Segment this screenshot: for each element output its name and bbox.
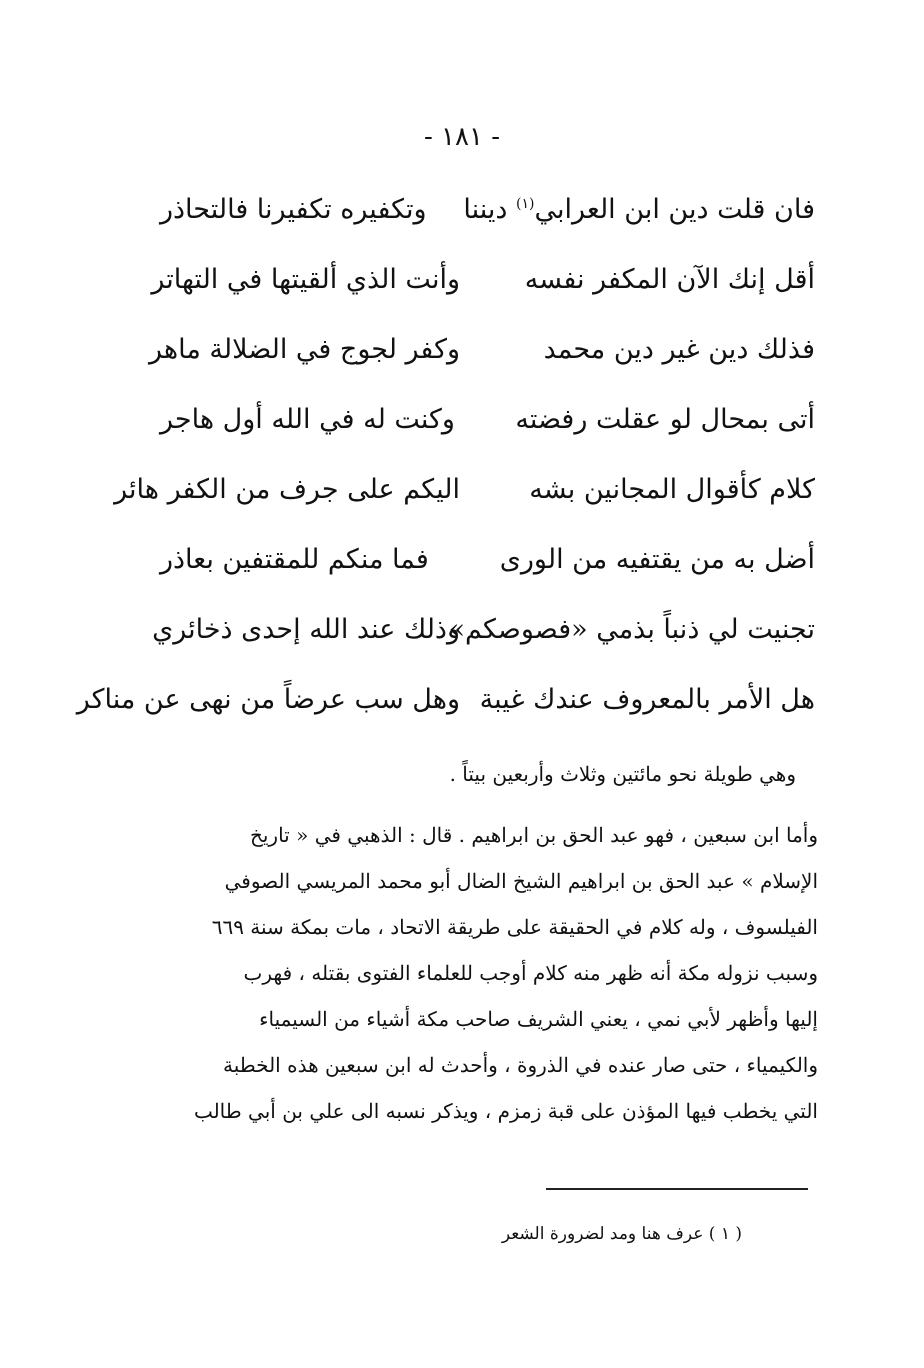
verse-first-hemistich: أقل إنك الآن المكفر نفسه — [524, 264, 815, 295]
verse — [76, 678, 815, 748]
prose-line: والكيمياء ، حتى صار عنده في الذروة ، وأحدث له ابن سبعين هذه الخطبة — [223, 1053, 818, 1077]
verse-second-hemistich: وكنت له في الله أول هاجر — [160, 404, 455, 435]
verse-second-hemistich: فما منكم للمقتفين بعاذر — [160, 544, 429, 575]
verse-second-hemistich: اليكم على جرف من الكفر هائر — [114, 474, 460, 505]
prose-paragraph — [178, 812, 818, 1134]
verse-second-hemistich: وتكفيره تكفيرنا فالتحاذر — [160, 194, 427, 225]
verse-first-hemistich: هل الأمر بالمعروف عندك غيبة — [479, 684, 815, 715]
verse — [160, 398, 815, 468]
prose-line: وسبب نزوله مكة أنه ظهر منه كلام أوجب للعلماء الفتوى بقتله ، فهرب — [243, 961, 818, 985]
poem — [76, 188, 815, 748]
verse-second-hemistich: وذلك عند الله إحدى ذخائري — [152, 614, 460, 645]
verse — [114, 468, 815, 538]
verse-second-hemistich: وأنت الذي ألقيتها في التهاتر — [151, 264, 460, 295]
prose-line: التي يخطب فيها المؤذن على قبة زمزم ، ويذكر نسبه الى علي بن أبي طالب — [193, 1099, 818, 1123]
verse — [160, 538, 815, 608]
verse-first-hemistich: أتى بمحال لو عقلت رفضته — [515, 404, 815, 435]
footnote-mark: (١) — [516, 196, 535, 212]
verse — [152, 608, 815, 678]
verse-first-hemistich: كلام كأقوال المجانين بشه — [529, 474, 815, 505]
poem-length-note: وهي طويلة نحو مائتين وثلاث وأربعين بيتاً . — [449, 762, 796, 786]
verse-first-hemistich — [463, 194, 815, 225]
verse-second-hemistich: وهل سب عرضاً من نهى عن مناكر — [76, 684, 460, 715]
footnote-divider — [546, 1188, 808, 1190]
verse — [151, 258, 815, 328]
verse-first-hemistich: فذلك دين غير دين محمد — [543, 334, 815, 365]
footnote: ( ١ ) عرف هنا ومد لضرورة الشعر — [501, 1224, 742, 1244]
prose-line: وأما ابن سبعين ، فهو عبد الحق بن ابراهيم . قال : الذهبي في « تاريخ — [249, 823, 818, 847]
prose-line: الإسلام » عبد الحق بن ابراهيم الشيخ الضال أبو محمد المريسي الصوفي — [224, 869, 818, 893]
hemistich-tail: ديننا — [463, 194, 517, 225]
verse-first-hemistich: أضل به من يقتفيه من الورى — [499, 544, 815, 575]
hemistich-text: فان قلت دين ابن العرابي — [534, 194, 815, 225]
verse — [160, 188, 815, 258]
page-number: - ١٨١ - — [423, 122, 501, 152]
verse-first-hemistich: تجنيت لي ذنباً بذمي «فصوصكم» — [448, 614, 815, 645]
prose-line: الفيلسوف ، وله كلام في الحقيقة على طريقة الاتحاد ، مات بمكة سنة ٦٦٩ — [211, 915, 818, 939]
prose-line: إليها وأظهر لأبي نمي ، يعني الشريف صاحب مكة أشياء من السيمياء — [259, 1007, 818, 1031]
verse — [148, 328, 815, 398]
verse-second-hemistich: وكفر لجوج في الضلالة ماهر — [148, 334, 460, 365]
